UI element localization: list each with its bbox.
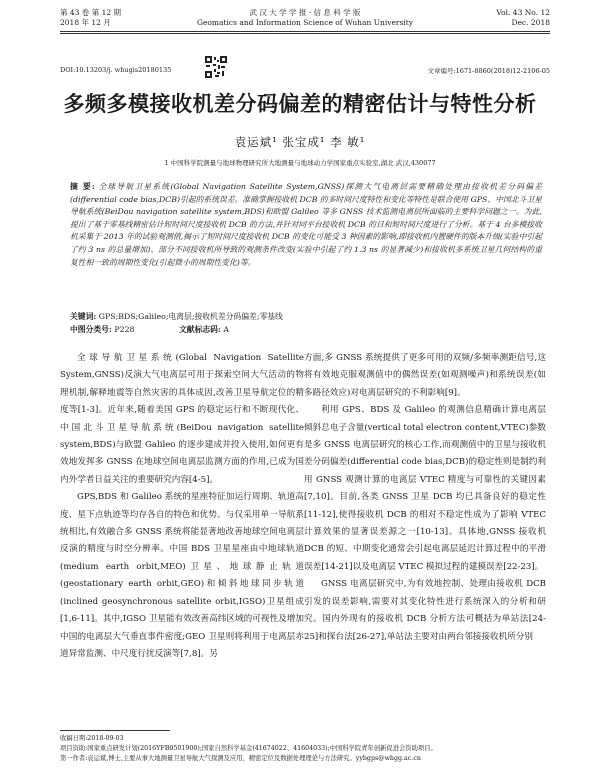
keywords-label: 关键词: bbox=[70, 312, 97, 321]
funding: 项目资助:国家重点研发计划(2016YFB0501900);国家自然科学基金(41674022、41604033);中国科学院青年创新促进会资助项目。 bbox=[60, 745, 437, 753]
doi: DOI:10.13203/j. whugis20180135 bbox=[60, 66, 172, 74]
footnote-rule bbox=[60, 730, 170, 731]
abstract-label: 摘 要: bbox=[70, 182, 95, 191]
volume-cn: 第 43 卷 第 12 期 bbox=[60, 8, 122, 17]
received-date: 收稿日期:2018-09-03 bbox=[60, 735, 124, 742]
clc-label: 中图分类号: bbox=[70, 325, 112, 334]
affiliation: 1 中国科学院测量与地球物理研究所大地测量与地球动力学国家重点实验室,湖北 武汉,430077 bbox=[164, 159, 436, 167]
paragraph: GPS,BDS 和 Galileo 系统的星座特征加运行周期、轨道高度、星下点轨迹等均存各自的特色和优势。与仅采用单一导航系统相比,有效融合多 GNSS 系统将能显著地改善地球空间电离层反演的精度与时空分辨率。中国 BDS 卫星星座由中地球轨道(medium earth orbit,MEO)卫星、地球静止轨道(geostationary earth orbit,GEO)和倾斜地球同步轨道(inclined geosynchronous satellite orbit,IGSO)卫星组成[1,6-11]。其中,IGSO 卫星能有效改善高纬区域的可视性及增加中国的电离层大气垂直事件密度;GEO 卫星则将利用于电离层赤道异常监测、中尺度行扰反演等[7,8]。另 bbox=[60, 492, 304, 659]
journal-name-cn: 武 汉 大 学 学 报 · 信 息 科 学 版 bbox=[249, 8, 361, 17]
header-rule-thin bbox=[60, 33, 550, 34]
body-left-column bbox=[60, 350, 304, 663]
author-list: 袁运斌¹ 张宝成¹ 李 敏¹ bbox=[234, 135, 366, 149]
clc-value: P228 bbox=[114, 325, 135, 334]
date-en: Dec. 2018 bbox=[511, 18, 550, 27]
doc-code-label: 文献标志码: bbox=[178, 325, 221, 334]
keywords-text: GPS;BDS;Galileo;电离层;接收机差分码偏差;零基线 bbox=[98, 312, 283, 321]
body-right-column bbox=[304, 350, 546, 646]
article-number: 文章编号:1671-8860(2018)12-2106-05 bbox=[427, 67, 550, 75]
abstract-text: 全球导航卫星系统(Global Navigation Satellite System,GNSS)探测大气电离层需要精确处理由接收机差分码偏差(differential code bias,DCB)引起的系统误差。准确掌握接收机 DCB 的多时间尺度特性和变化等特性是联合使用 GPS、中国北斗卫星导航系统(BeiDou navigation satellite system,BDS)和欧盟 Galileo 等多 GNSS 技术监测电离层所面临的主要科学问题之一。为此,提出了基于零基线精密估计短时间尺度接收机 DCB 的方法,并针对同平台接收机 DCB 的日和短时间尺度进行了分析。基于 4 台多模接收机采集于 2013 年的试验观测值,揭示了短时间尺度接收机 DCB 的变化可能受 3 种因素的影响,即接收机内置硬件的版本升级(实验中引起了约 3 ns 的总量增加)、部分不同接收机所导致的观测条件改变(实验中引起了约 1.3 ns 的显著减少)和接收机多系统卫星几何结构的重复性相一致的周期性变化(引起微小的周期性变化)等。 bbox=[70, 182, 542, 267]
header-right bbox=[496, 8, 550, 28]
paragraph: 方面,多 GNSS 系统提供了更多可用的双频/多频率测距信号,这将有效地克服观测值中的偶然误差(如观测噪声)和系统误差(如多路径效应)对电离层研究的不利影响[9]。 bbox=[304, 353, 546, 398]
keywords bbox=[70, 311, 542, 322]
header-left bbox=[60, 8, 121, 28]
header-rule bbox=[60, 31, 550, 32]
footnote bbox=[60, 734, 556, 765]
paragraph: 全球导航卫星系统(Global Navigation Satellite System,GNSS)反演大气电离层可用于探索空间大气活动的物理机制,解释地震等自然灾害的具体成因,改善卫星导航定位的精度等[1-3]。近年来,随着美国 GPS 的稳定运行和不断现代化、中国北斗卫星导航系统(BeiDou navigation satellite system,BDS)与欧盟 Galileo 的逐步建成并投入使用,如何更有效地发挥多 GNSS 在地球空间电离层监测方面的作用,已成为国内外学者日益关注的重要研究内容[4-5]。 bbox=[60, 353, 304, 485]
doc-code-value: A bbox=[223, 325, 229, 334]
classification-line bbox=[70, 324, 229, 335]
paragraph: GNSS 电离层研究中,为有效地控制、处理由接收机 DCB 引发的误差影响,需要对其变化特性进行系统深入的分析和研究。国内外现有的接收机 DCB 分析方法可概括为单站法[24-25]和探台法[26-27],单站法主要对由两台邻接接收机所分别 bbox=[304, 579, 546, 642]
paper-title: 多频多模接收机差分码偏差的精密估计与特性分析 bbox=[63, 92, 537, 116]
journal-name-en: Geomatics and Information Science of Wuhan University bbox=[196, 18, 414, 27]
abstract bbox=[70, 181, 542, 269]
paragraph: 利用 GPS、BDS 及 Galileo 的观测信息精确计算电离层倾斜总电子含量(vertical total electron content,VTEC)参数是多 GNSS 电离层研究的核心工作,而观测值中的卫星与接收机差分码偏差(differential code bias,DCB)的稳定性则是制约利用 GNSS 观测计算的电离层 VTEC 精度与可靠性的关键因素[7,10]。目前,各类 GNSS 卫星 DCB 均已具备良好的稳定性[11-12],使得接收机 DCB 的相对不稳定性成为了影响 VTEC 计算效果的显著误差源之一[10-13]。具体地,GNSS 接收机 DCB 的短、中期变化通常会引起电离层延迟计算过程中的平滑误差[14-21]以及电离层 VTEC 模拟过程的建模误差[22-23]。 bbox=[304, 405, 546, 572]
date-cn: 2018 年 12 月 bbox=[60, 18, 111, 27]
first-author: 第一作者:袁运斌,博士,主要从事大地测量卫星导航大气探测及应用、精密定位及数据处理理论与方法研究。yybgps@whgg.ac.cn bbox=[60, 755, 421, 763]
header-center bbox=[150, 8, 460, 28]
qr-code-icon bbox=[205, 56, 227, 78]
volume-en: Vol. 43 No. 12 bbox=[496, 8, 550, 17]
